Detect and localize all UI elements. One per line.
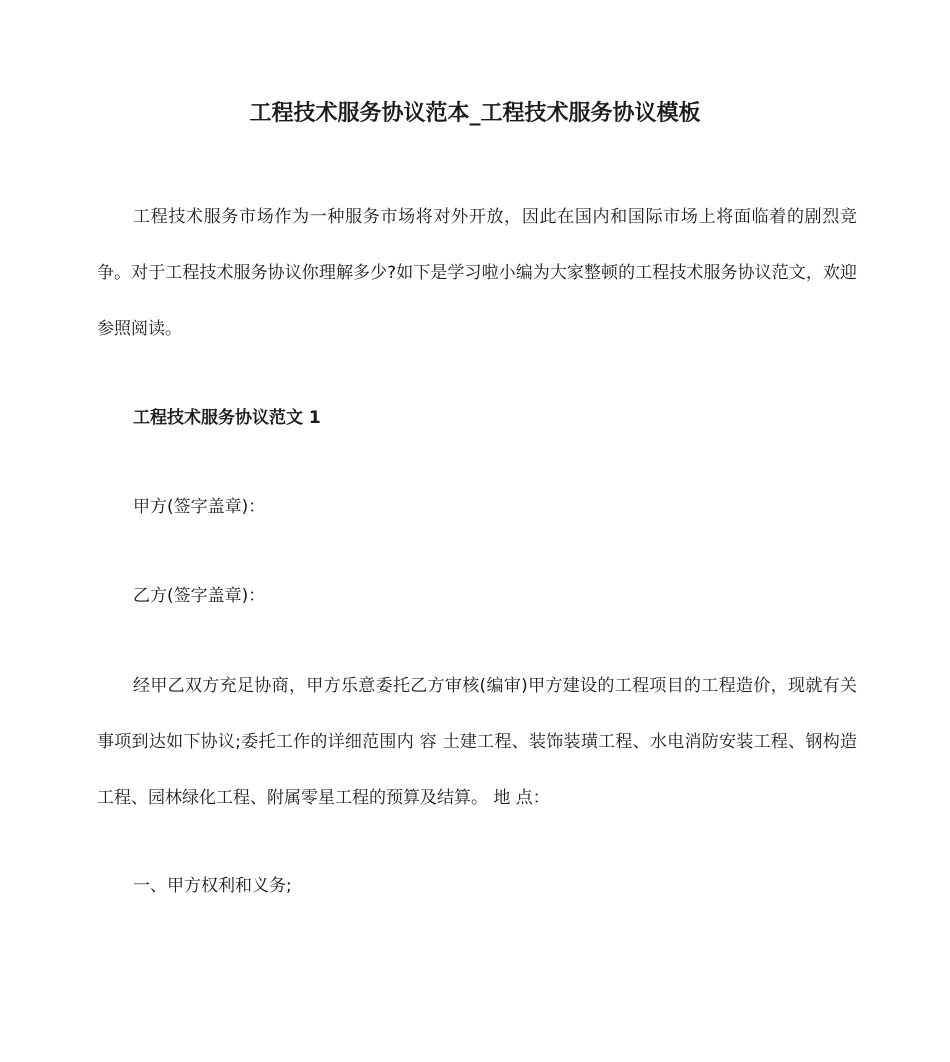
intro-paragraph: 工程技术服务市场作为一种服务市场将对外开放，因此在国内和国际市场上将面临着的剧烈竞争。对于工程技术服务协议你理解多少?如下是学习啦小编为大家整顿的工程技术服务协议范文，欢迎参照阅读。 bbox=[97, 207, 857, 339]
party-a-signature-line: 甲方(签字盖章)： bbox=[133, 497, 266, 517]
document-title: 工程技术服务协议范本_工程技术服务协议模板 bbox=[249, 101, 701, 126]
section-heading: 工程技术服务协议范文 1 bbox=[133, 408, 321, 428]
clause-heading: 一、甲方权利和义务; bbox=[133, 876, 292, 896]
party-b-signature-line: 乙方(签字盖章)： bbox=[133, 586, 266, 606]
agreement-body-paragraph: 经甲乙双方充足协商，甲方乐意委托乙方审核(编审)甲方建设的工程项目的工程造价，现就有关事项到达如下协议;委托工作的详细范围内 容 土建工程、装饰装璜工程、水电消防安装工程、钢构造工程、园林绿化工程、附属零星工程的预算及结算。 地 点： bbox=[97, 676, 857, 808]
